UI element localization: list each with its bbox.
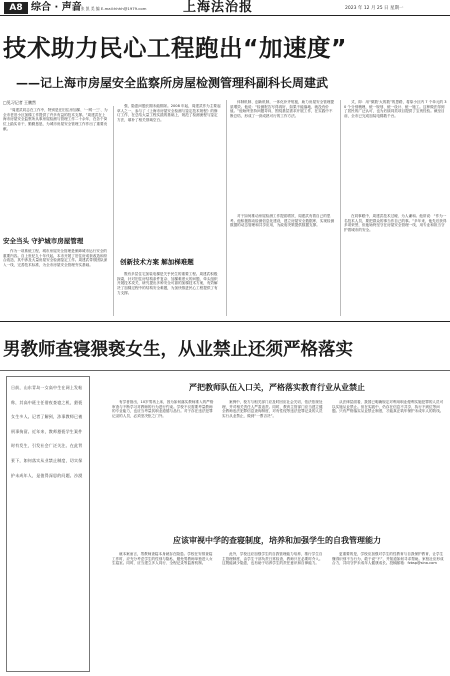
story1-column-2b — [117, 272, 221, 316]
story1-paragraph: 既有多层住宅加装电梯是关乎民生的重要工程。周建武积极探索，针对旧住房结构条件复杂、加梯难度大的问题，牵头组织开展技术攻关，研究提出多种安全可靠的加梯技术方案，有效解决了加梯过程中的结构安全难题，为加快推进民心工程提供了有力支撑。 — [117, 272, 218, 295]
story1-subheadline: ——记上海市房屋安全监察所房屋检测管理科副科长周建武 — [16, 76, 329, 90]
section-title: 综合 · 声音 — [31, 2, 82, 13]
story1-column-1 — [3, 108, 109, 230]
page-number-badge: A8 — [4, 2, 28, 14]
story2-paragraph: 此外，学校还应加强学生的自我管理能力培养，推行学生自主管理制度，由学生干部负责日常检查，教师只在必要时介入。这既能减少隐患，也有助于培养学生的责任意识和自律能力。 — [222, 552, 323, 566]
story2-column-a3 — [332, 400, 444, 526]
section-divider — [0, 370, 450, 371]
story1-paragraph: 强，隐患问题长期未能排除。2008 年起，周建武作为主要起草人之一，参与了《上海市房屋安全检测与鉴定技术规程》的修订工作，在总结大量工程实践的基础上，规范了检测流程与鉴定方法，填补了相关领域空白。 — [117, 104, 221, 123]
editor-line: 编辑 张 凯 美 编 E-mail:hhhh@1979.com — [72, 6, 147, 11]
story2-column-b3 — [332, 552, 444, 672]
column-divider — [340, 100, 341, 316]
story1-column-4 — [344, 100, 447, 210]
story1-paragraph: 体制机制、创新机制，一体化补齐短板，助力房屋安全管理提质增效。他说：“检测报告写得再好，如果不能落地，就没有价值。”他始终坚持问题导向，围绕基层需求开展工作，在实践中不断总结，形成了一套成熟可行的工作方法。 — [230, 100, 335, 119]
story2-deck-a: 严把教师队伍入口关，严格落实教育行业从业禁止 — [189, 383, 365, 392]
story2-paragraph: 就本案而言，男教师查寝本身就存在隐患。学校在安排查寝工作时，应充分考虑学生的性别与隐私，避免男教师单独进入女生寝室。同时，应当建立多人同行、全程记录等监督机制。 — [112, 552, 213, 566]
story1-byline: □见习记者 王鹏然 — [3, 100, 37, 105]
story2-column-a2 — [222, 400, 326, 526]
story2-sidebar-text: 日前，山东青岛一女高中生在网上发帖称，其高中班主任借夜查寝之机，猥亵女生多人。记者了解到，涉事教师已被刑事拘留。近年来，教师猥亵学生案件时有发生，引发社会广泛关注。在此背景下，如何落实从业禁止制度，切实保护未成年人，是值得深思的问题。沙漠 — [11, 385, 83, 478]
page-header — [0, 0, 450, 16]
story1-paragraph: 对于如何推动房屋检测工作提质增效，周建武有着自己的思考。他积极推动检测信息化建设，建立房屋安全数据库，实现检测数据的动态管理和共享应用，为政府决策提供数据支撑。 — [230, 214, 335, 228]
story1-paragraph: 在同事眼中，周建武技术过硬、为人谦和。他常说：“作为一名技术人员，要把群众的事当作自己的事。”多年来，他先后获得多项荣誉，但他始终坚守在房屋安全管理一线，用专业和担当守护着城市的安全。 — [344, 214, 447, 233]
story1-column-1b — [3, 249, 109, 315]
story2-column-a1 — [112, 400, 216, 526]
story1-column-3b — [230, 214, 336, 316]
story2-sidebar-box — [6, 376, 90, 672]
story2-deck-b: 应该审视中学的查寝制度，培养和加强学生的自我管理能力 — [173, 536, 381, 545]
column-divider — [226, 100, 227, 316]
section-divider — [0, 321, 450, 322]
story2-column-b2 — [222, 552, 326, 672]
story1-paragraph: 作为一项系统工程，城市房屋安全管理是保障城市运行安全的重要内容。自上世纪九十年代起，本市开展了旧住房成套改造和综合改造，其中涉及大量房屋安全检测鉴定工作。周建武带领团队深入一线，完善技术标准，为全市房屋安全管理夯实基础。 — [3, 249, 108, 268]
story2-paragraph: 案例中，校方与相关部门应及时回应社会关切，依法依规处理，并对相关责任人严肃追责。同时，教育主管部门应当建立健全教师违法犯罪信息查询制度，对有性侵等违法犯罪记录的人员实行从业禁止，做到“一票否决”。 — [222, 400, 323, 419]
story1-paragraph: 式，即：用“微数‘大的数”的思路，将原小区内 7 个单元的 30 个分别梳理，统一规划、统一设计、统一施工。这种做法得到了居民的广泛认可，也为后续同类项目提供了宝贵经验。截至目前，全市已完成加装电梯数千台。 — [344, 100, 447, 119]
story1-column-4b — [344, 214, 447, 316]
story2-paragraph: 更重要的是，学校应加强对学生的性教育与自我保护教育，让学生懂得识别不当行为，敢于说“不”，并知道如何寻求帮助。家校社应形成合力，共同守护未成年人健康成长。投稿邮箱：fzbsp@sina.com — [332, 552, 444, 566]
story1-column-3 — [230, 100, 336, 210]
story1-headline: 技术助力民心工程跑出“加速度” — [3, 34, 347, 62]
story1-kicker-safety: 安全当头 守护城市房屋管理 — [3, 237, 84, 245]
story2-paragraph: 从法律层面看，我国已明确规定对利用职业便利实施犯罪的人员可以实施从业禁止。但在实践中，仍存在信息不共享、执行不到位等问题。只有严格落实从业禁止制度，才能真正筑牢保护未成年人的防线。 — [332, 400, 444, 414]
masthead-logo: 上海法治报 — [183, 0, 254, 15]
issue-date: 2023 年 12 月 25 日 星期一 — [345, 6, 404, 11]
story2-paragraph: 有学者指出，10岁男孩上床，因为如何落实教师准入的严格审查与不断学习对教师的行为进行约束。学校不仅需要考量教师的专业能力，也应当考量其职业道德与品行。对于存在违法犯罪记录的人员，必须坚决拒之门外。 — [112, 400, 214, 419]
story1-kicker-innovation: 创新技术方案 解加梯难题 — [120, 258, 194, 266]
story1-column-2 — [117, 104, 221, 254]
column-divider — [113, 106, 114, 316]
story1-paragraph: “周建武同志在工作中，特别是在旧住房加梯、‘一网一三’、为全市老旧小区加梯工作提供了许多有益的技术支撑。”周建武在上海市房屋安全监察所从事房屋检测与管理工作二十余年，在各个岗位上踏实肯干，勤勤恳恳，为城市房屋安全管理工作作出了重要贡献。 — [3, 108, 108, 131]
story2-column-b1 — [112, 552, 216, 672]
story2-headline: 男教师查寝猥亵女生，从业禁止还须严格落实 — [3, 340, 353, 360]
